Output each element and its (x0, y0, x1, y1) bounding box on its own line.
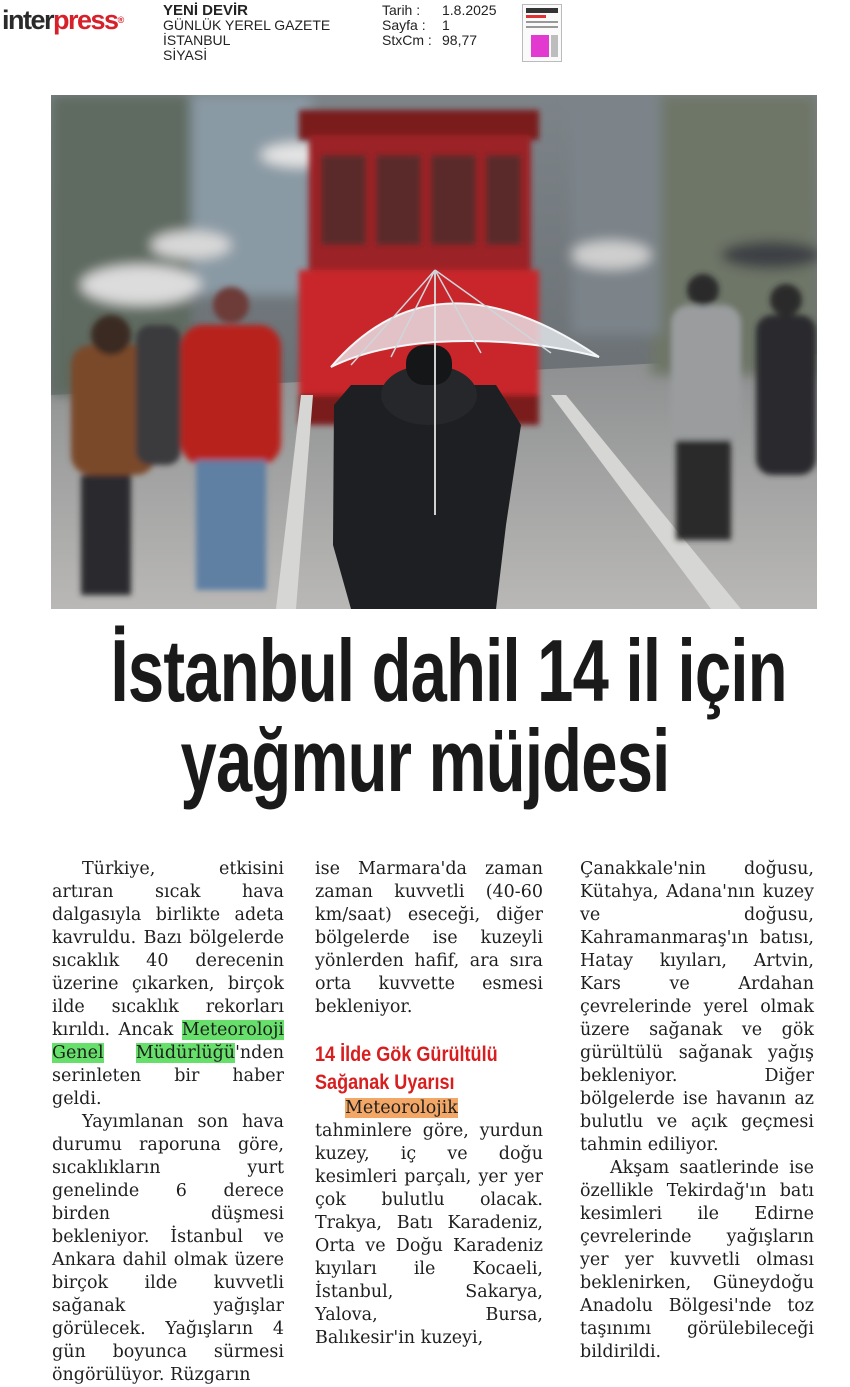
headline (0, 621, 850, 810)
meta-row-page: Sayfa : 1 (382, 17, 450, 33)
meta-row-date: Tarih : 1.8.2025 (382, 2, 497, 18)
paragraph: ise Marmara'da zaman zaman kuvvetli (40-60 km/saat) eseceği, diğer bölgelerde ise kuzeyli yönlerden hafif, ara sıra orta kuvvette esmesi bekleniyor. (315, 859, 543, 1017)
publication-category: SİYASİ (163, 47, 208, 63)
publication-name: YENİ DEVİR (163, 2, 249, 19)
paragraph: Akşam saatlerinde ise özellikle Tekirdağ'ın batı kesimleri ile Edirne çevrelerinde yağışların yer yer kuvvetli olması beklenirken, Güneydoğu Anadolu Bölgesi'nde toz taşınımı görülebileceği bildirildi. (580, 1158, 814, 1362)
headline-line-2: yağmur müjdesi (180, 711, 670, 810)
publication-city: İSTANBUL (163, 32, 231, 48)
highlight-meteoroloji: Meteoroloji (181, 1020, 284, 1040)
logo-press: press (53, 5, 118, 35)
paragraph: Meteorolojik tahminlere göre, yurdun kuzey, iç ve doğu kesimleri parçalı, yer yer çok bulutlu olacak. Trakya, Batı Karadeniz, Orta ve Doğu Karadeniz kıyıları ile Kocaeli, İstanbul, Sakarya, Yalova, Bursa, Balıkesir'in kuzeyi, (315, 1098, 543, 1348)
rain-street-scene-icon (51, 95, 817, 609)
page-thumbnail-icon[interactable] (522, 4, 562, 62)
meta-stxcm: 98,77 (442, 32, 478, 48)
paragraph: Türkiye, etkisini artıran sıcak hava dalgasıyla birlikte adeta kavruldu. Bazı bölgelerde sıcaklık 40 derecenin üzerine çıkarken, birçok ilde sıcaklık rekorları kırıldı. Ancak Meteoroloji Genel Müdürlüğü'nden serinleten bir haber geldi. (52, 859, 284, 1109)
highlight-meteorolojik: Meteorolojik (345, 1098, 458, 1118)
article-column-3 (580, 858, 814, 1364)
publication-frequency: GÜNLÜK YEREL GAZETE (163, 17, 331, 33)
article-column-2 (315, 858, 543, 1350)
logo-registered: ® (117, 15, 125, 25)
article-column-1 (52, 858, 284, 1387)
news-photo (51, 95, 817, 609)
logo-inter: inter (2, 5, 54, 35)
subheading (315, 1041, 543, 1097)
subheading-line-1: 14 İlde Gök Gürültülü (315, 1043, 498, 1066)
meta-date: 1.8.2025 (442, 2, 497, 18)
paragraph: Yayımlanan son hava durumu raporuna göre, sıcaklıkların yurt genelinde 6 derece birden düşmesi bekleniyor. İstanbul ve Ankara dahil olmak üzere birçok ilde kuvvetli sağanak yağışlar görülecek. Yağışların 4 gün boyunca sürmesi öngörülüyor. Rüzgarın (52, 1112, 284, 1385)
publication-info (163, 3, 330, 63)
highlight-genel: Genel (52, 1043, 104, 1063)
meta-row-stxcm: StxCm : 98,77 (382, 32, 478, 48)
meta-page: 1 (442, 17, 450, 33)
subheading-line-2: Sağanak Uyarısı (315, 1071, 455, 1094)
highlight-mudurlugu: Müdürlüğü (135, 1043, 236, 1063)
clip-meta (382, 3, 497, 48)
headline-line-1: İstanbul dahil 14 il için (110, 621, 787, 720)
paragraph: Çanakkale'nin doğusu, Kütahya, Adana'nın kuzey ve doğusu, Kahramanmaraş'ın batısı, Hatay kıyıları, Artvin, Kars ve Ardahan çevrelerinde yerel olmak üzere sağanak ve gök gürültülü sağanak yağış bekleniyor. Diğer bölgelerde ise havanın az bulutlu ve açık geçmesi tahmin ediliyor. (580, 859, 814, 1155)
interpress-logo (2, 4, 124, 36)
